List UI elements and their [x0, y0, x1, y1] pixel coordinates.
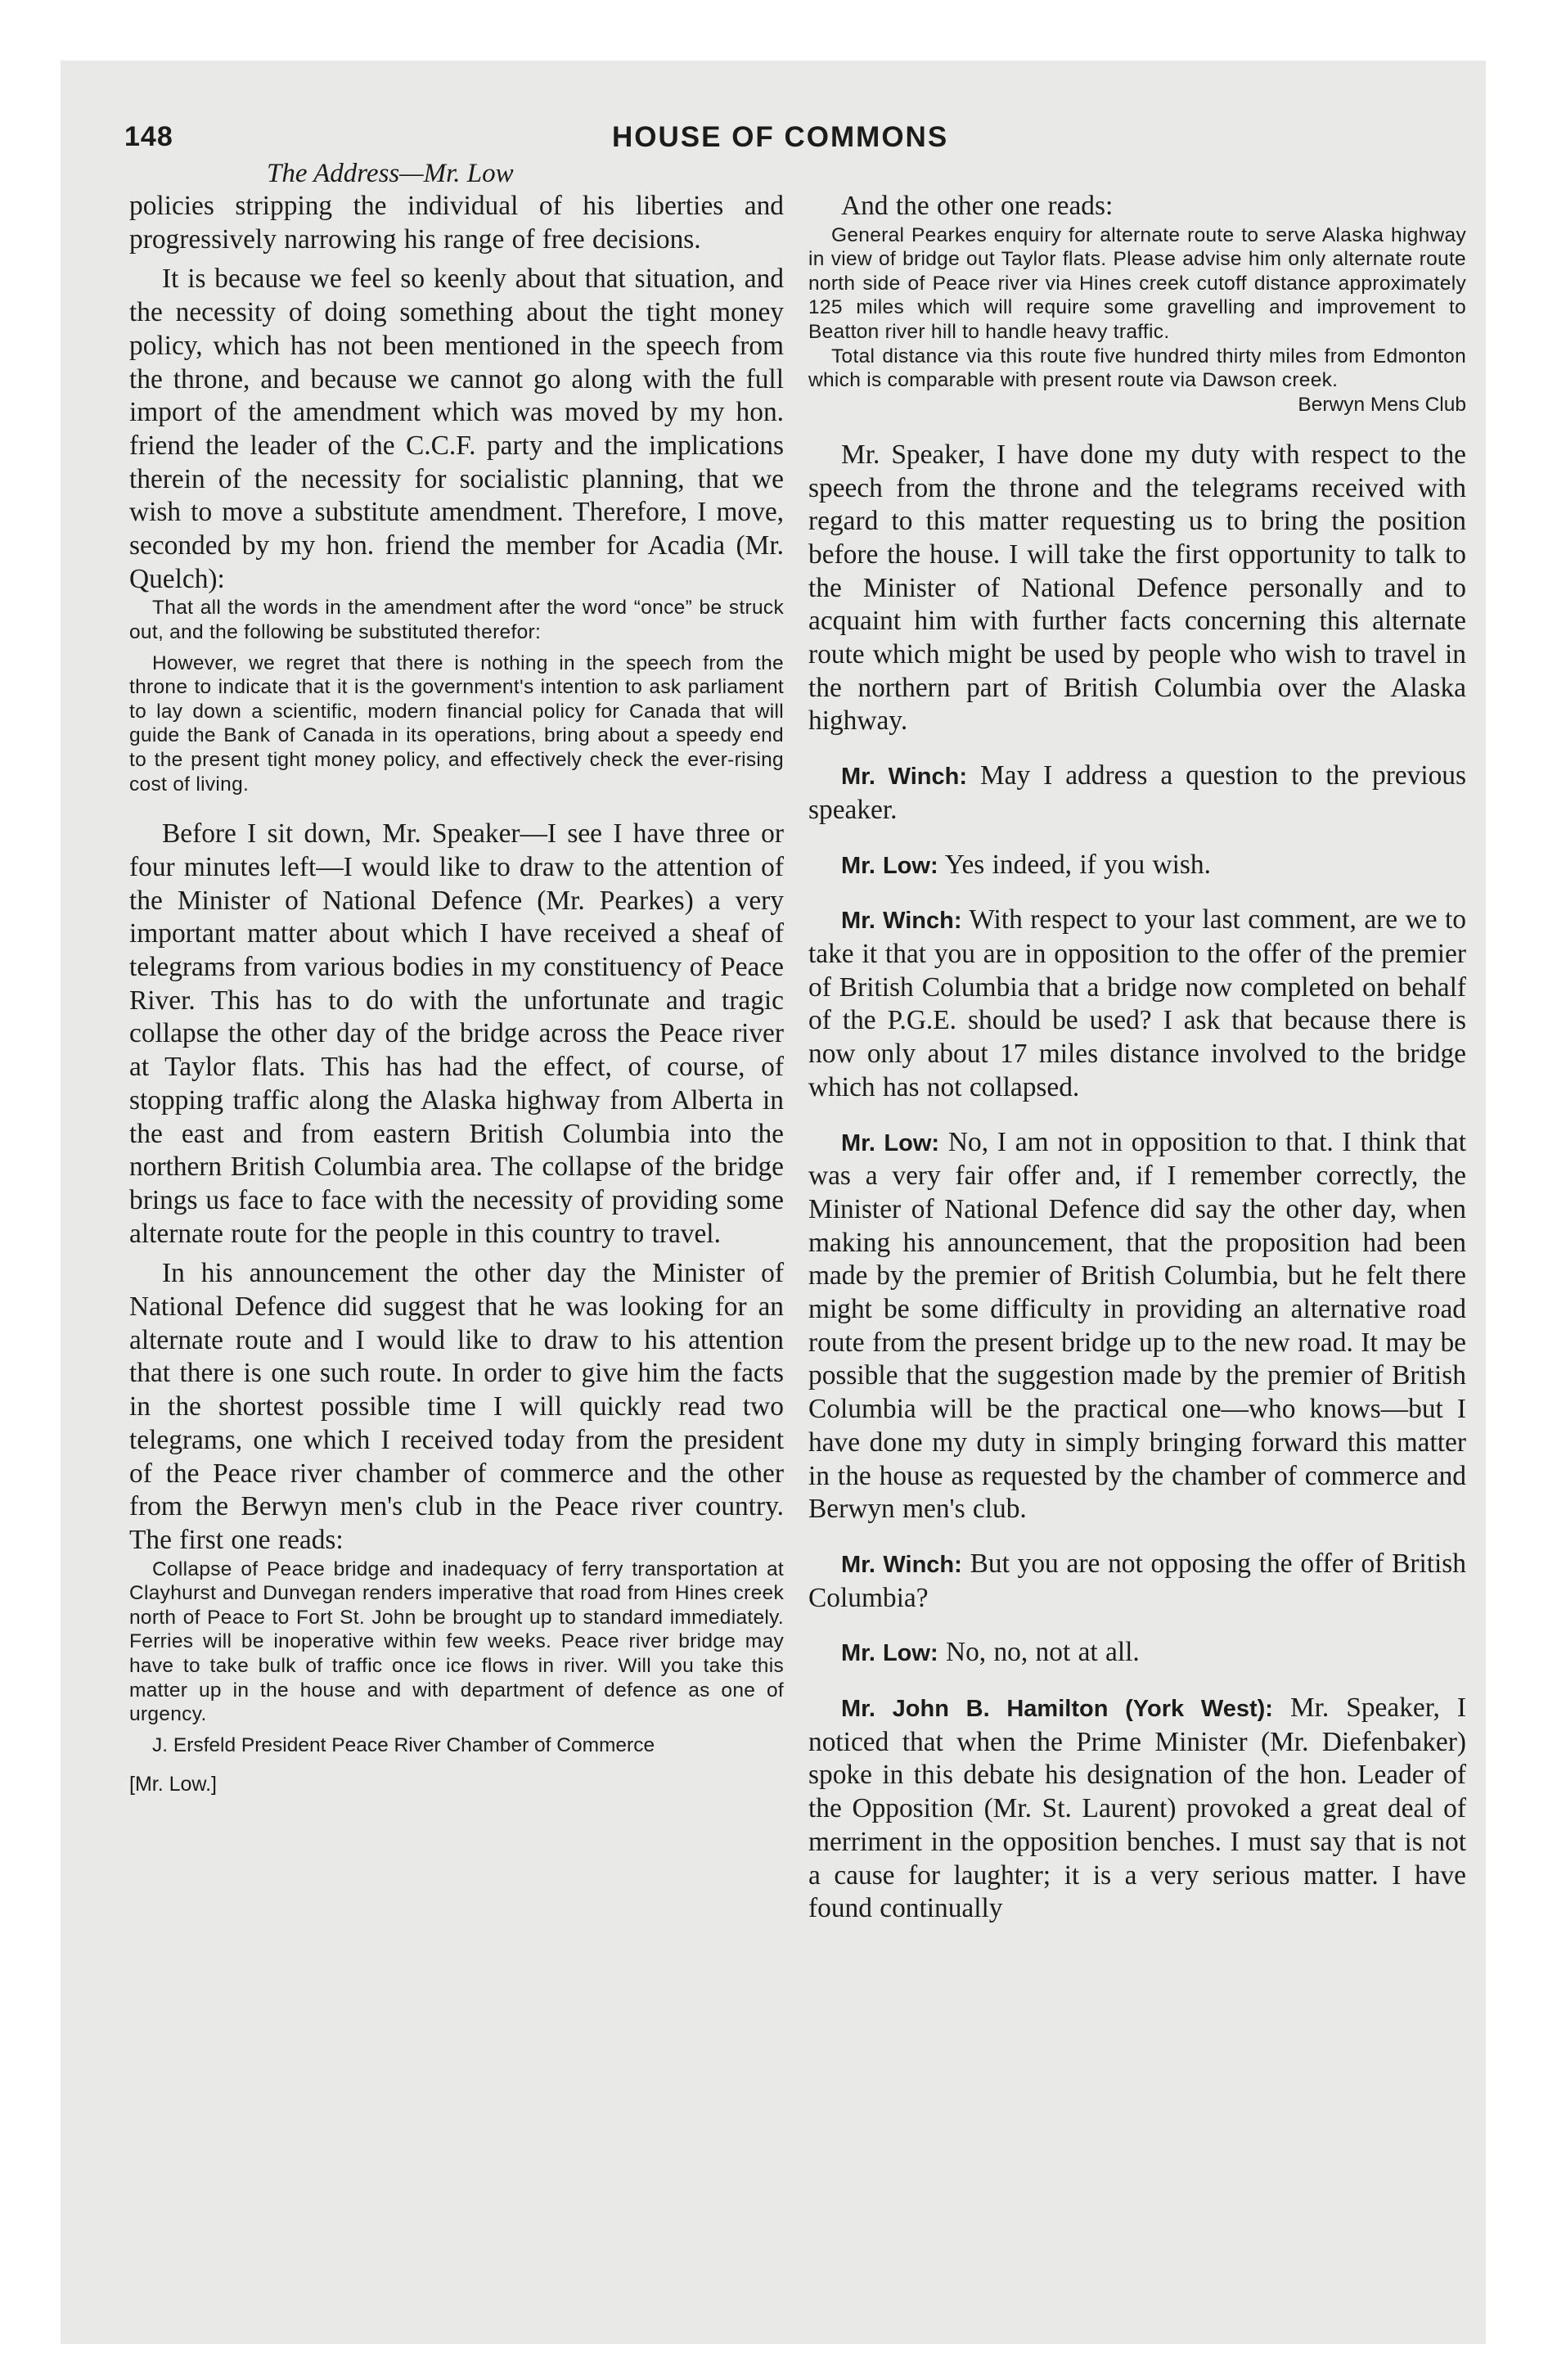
running-head: The Address—Mr. Low	[267, 159, 514, 188]
speech-entry	[808, 1636, 1466, 1670]
speech-text: No, no, not at all.	[938, 1637, 1140, 1668]
speech-text: But you are not opposing the offer of British Columbia?	[808, 1548, 1466, 1613]
motion-text: That all the words in the amendment after the word “once” be struck out, and the following be substituted therefor:	[129, 597, 784, 644]
speaker-name: Mr. Winch:	[841, 1551, 962, 1578]
motion-text: However, we regret that there is nothing in the speech from the throne to indicate that it is the government's intention to ask parliament to lay down a scientific, modern financial policy for Canada that will guide the Bank of Canada in its operations, bring about a speedy end to the present tight money policy, and effectively check the ever-rising cost of living.	[129, 651, 784, 796]
speech-entry	[808, 1126, 1466, 1526]
speech-text: Mr. Speaker, I noticed that when the Prime Minister (Mr. Diefenbaker) spoke in this debate his designation of the hon. Leader of the Opposition (Mr. St. Laurent) provoked a great deal of merriment in the opposition benches. I must say that is not a cause for laughter; it is a very serious matter. I have found continually	[808, 1693, 1466, 1924]
right-column	[808, 190, 1466, 1926]
page-number: 148	[124, 121, 173, 152]
speech-text: With respect to your last comment, are we to take it that you are in opposition to the offer of the premier of British Columbia that a bridge now completed on behalf of the P.G.E. should be used? I ask that because there is now only about 17 miles distance involved to the bridge which has not collapsed.	[808, 904, 1466, 1102]
telegram-signature: J. Ersfeld President Peace River Chamber of Commerce	[152, 1733, 655, 1756]
telegram-text: Total distance via this route five hundred thirty miles from Edmonton which is comparable with present route via Dawson creek.	[808, 345, 1466, 392]
speaker-name: Mr. Winch:	[841, 908, 962, 935]
telegram-signature: Berwyn Mens Club	[1298, 393, 1466, 416]
telegram-text: General Pearkes enquiry for alternate route to serve Alaska highway in view of bridge out Taylor flats. Please advise him only alternate route north side of Peace river via Hines creek cutoff distance approximately 125 miles which will require some gravelling and improvement to Beatton river hill to handle heavy traffic.	[808, 223, 1466, 344]
paragraph: It is because we feel so keenly about that situation, and the necessity of doing something about the tight money policy, which has not been mentioned in the speech from the throne, and because we cannot go along with the full import of the amendment which was moved by my hon. friend the leader of the C.C.F. party and the implications therein of the necessity for socialistic planning, that we wish to move a substitute amendment. Therefore, I move, seconded by my hon. friend the member for Acadia (Mr. Quelch):	[129, 264, 784, 594]
speaker-name: Mr. John B. Hamilton (York West):	[841, 1696, 1273, 1723]
paragraph: And the other one reads:	[841, 191, 1114, 221]
speaker-name: Mr. Low:	[841, 1129, 940, 1156]
telegram-text: Collapse of Peace bridge and inadequacy of ferry transportation at Clayhurst and Dunvegan renders imperative that road from Hines creek north of Peace to Fort St. John be brought up to standard immediately. Ferries will be inoperative within few weeks. Peace river bridge may have to take bulk of traffic once ice flows in river. Will you take this matter up in the house and with department of defence as one of urgency.	[129, 1557, 784, 1726]
speech-text: Yes indeed, if you wish.	[938, 849, 1211, 880]
speech-entry	[808, 849, 1466, 883]
speaker-name: Mr. Low:	[841, 1640, 938, 1667]
speech-entry	[808, 1692, 1466, 1926]
speaker-name: Mr. Winch:	[841, 764, 967, 791]
paragraph: In his announcement the other day the Minister of National Defence did suggest that he was looking for an alternate route and I would like to draw to his attention that there is one such route. In order to give him the facts in the shortest possible time I will quickly read two telegrams, one which I received today from the president of the Peace river chamber of commerce and the other from the Berwyn men's club in the Peace river country. The first one reads:	[129, 1258, 784, 1555]
paragraph: Mr. Speaker, I have done my duty with respect to the speech from the throne and the telegrams received with regard to this matter requesting us to bring the position before the house. I will take the first opportunity to talk to the Minister of National Defence personally and to acquaint him with further facts concerning this alternate route which might be used by people who wish to travel in the northern part of British Columbia over the Alaska highway.	[808, 439, 1466, 737]
journal-title: HOUSE OF COMMONS	[612, 121, 949, 153]
speech-entry	[808, 904, 1466, 1104]
speaker-footer-tag: [Mr. Low.]	[129, 1773, 217, 1796]
paragraph: policies stripping the individual of his liberties and progressively narrowing his range of free decisions.	[129, 191, 784, 255]
speech-entry	[808, 1548, 1466, 1615]
paragraph: Before I sit down, Mr. Speaker—I see I have three or four minutes left—I would like to draw to the attention of the Minister of National Defence (Mr. Pearkes) a very important matter about which I have received a sheaf of telegrams from various bodies in my constituency of Peace River. This has to do with the unfortunate and tragic collapse the other day of the bridge across the Peace river at Taylor flats. This has had the effect, of course, of stopping traffic along the Alaska highway from Alberta in the east and from eastern British Columbia into the northern British Columbia area. The collapse of the bridge brings us face to face with the necessity of providing some alternate route for the people in this country to travel.	[129, 818, 784, 1249]
speech-text: No, I am not in opposition to that. I think that was a very fair offer and, if I remember correctly, the Minister of National Defence did say the other day, when making his announcement, that the proposition had been made by the premier of British Columbia, but he felt there might be some difficulty in providing an alternative road route from the present bridge up to the new road. It may be possible that the suggestion made by the premier of British Columbia will be the practical one—who knows—but I have done my duty in simply bringing forward this matter in the house as requested by the chamber of commerce and Berwyn men's club.	[808, 1126, 1466, 1525]
speaker-name: Mr. Low:	[841, 852, 938, 879]
speech-entry	[808, 760, 1466, 827]
left-column	[129, 190, 784, 1796]
speech-text: May I address a question to the previous speaker.	[808, 760, 1466, 825]
